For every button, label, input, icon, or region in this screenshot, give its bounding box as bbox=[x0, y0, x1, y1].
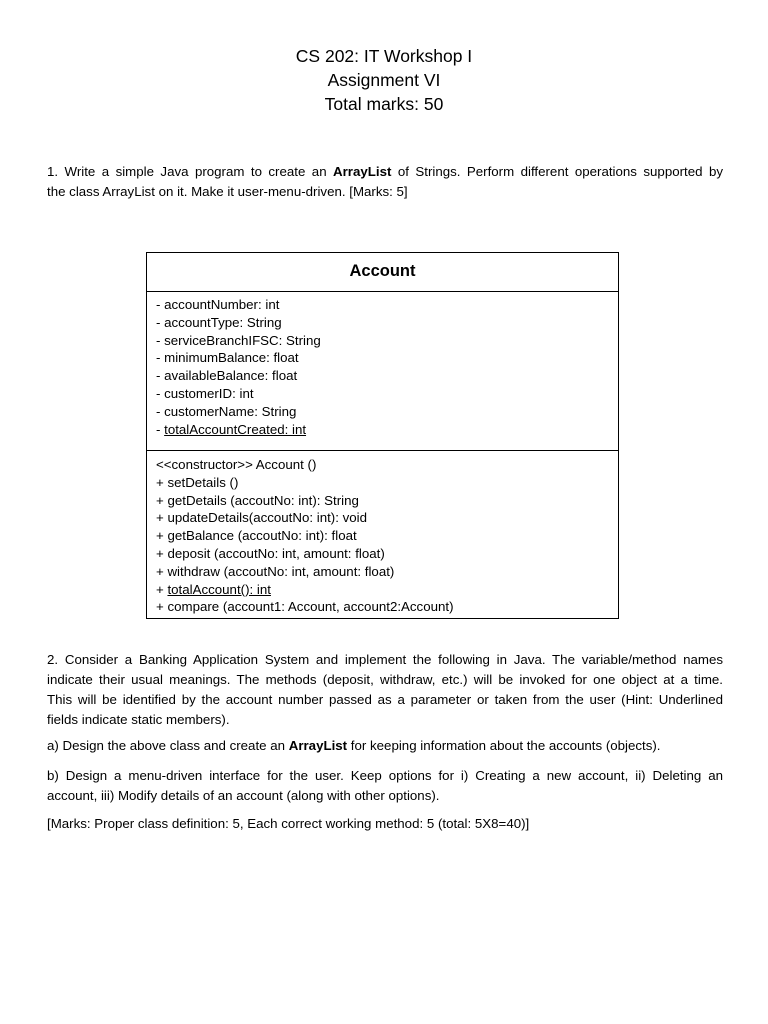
question-2b-line-2: account, iii) Modify details of an account (along with other options). bbox=[47, 788, 440, 803]
uml-method: + deposit (accoutNo: int, amount: float) bbox=[156, 545, 385, 561]
uml-attributes bbox=[147, 292, 618, 451]
uml-method: + updateDetails(accoutNo: int): void bbox=[156, 510, 368, 526]
uml-attribute: - accountType: String bbox=[156, 314, 282, 330]
document-header bbox=[0, 44, 768, 116]
uml-static-attribute: - totalAccountCreated: int bbox=[156, 421, 307, 437]
uml-attribute: - customerID: int bbox=[156, 385, 254, 401]
question-2-line-3: This will be identified by the account number passed as a parameter or taken from the user (Hint: Underlined bbox=[47, 692, 723, 707]
uml-method: + getDetails (accoutNo: int): String bbox=[156, 492, 359, 508]
question-2-line-1: 2. Consider a Banking Application System and implement the following in Java. The variable/method names bbox=[47, 652, 723, 667]
assignment-title: Assignment VI bbox=[327, 70, 441, 90]
question-2-line-4: fields indicate static members). bbox=[47, 712, 230, 727]
uml-attribute: - minimumBalance: float bbox=[156, 350, 299, 366]
uml-method: + getBalance (accoutNo: int): float bbox=[156, 528, 357, 544]
uml-method: <<constructor>> Account () bbox=[156, 457, 317, 472]
question-2a: a) Design the above class and create an ArrayList for keeping information about the accounts (objects). bbox=[47, 738, 661, 753]
question-2 bbox=[47, 650, 723, 730]
uml-class-name: Account bbox=[147, 253, 618, 292]
course-title: CS 202: IT Workshop I bbox=[295, 46, 473, 66]
uml-attribute: - availableBalance: float bbox=[156, 368, 298, 384]
question-2b-line-1: b) Design a menu-driven interface for the user. Keep options for i) Creating a new account, ii) Deleting an bbox=[47, 768, 723, 783]
total-marks: Total marks: 50 bbox=[324, 94, 444, 114]
uml-attribute: - serviceBranchIFSC: String bbox=[156, 332, 321, 348]
uml-method: + setDetails () bbox=[156, 474, 239, 490]
question-2-line-2: indicate their usual meanings. The methods (deposit, withdraw, etc.) will be invoked for one object at a time. bbox=[47, 672, 723, 687]
marks-breakdown: [Marks: Proper class definition: 5, Each correct working method: 5 (total: 5X8=40)] bbox=[47, 816, 530, 831]
uml-attribute: - accountNumber: int bbox=[156, 297, 280, 312]
uml-class-diagram bbox=[146, 252, 619, 619]
uml-attribute: - customerName: String bbox=[156, 403, 297, 419]
question-1-line-1: 1. Write a simple Java program to create an ArrayList of Strings. Perform different operations supported by bbox=[47, 164, 723, 179]
arraylist-keyword: ArrayList bbox=[333, 164, 392, 179]
question-1-line-2: the class ArrayList on it. Make it user-menu-driven. [Marks: 5] bbox=[47, 184, 408, 199]
question-1 bbox=[47, 162, 723, 202]
uml-methods bbox=[147, 451, 618, 616]
question-2b bbox=[47, 766, 723, 806]
uml-method: + withdraw (accoutNo: int, amount: float) bbox=[156, 563, 395, 579]
uml-method: + compare (account1: Account, account2:Account) bbox=[156, 599, 454, 615]
arraylist-keyword: ArrayList bbox=[288, 738, 348, 753]
uml-static-method: + totalAccount(): int bbox=[156, 581, 271, 597]
